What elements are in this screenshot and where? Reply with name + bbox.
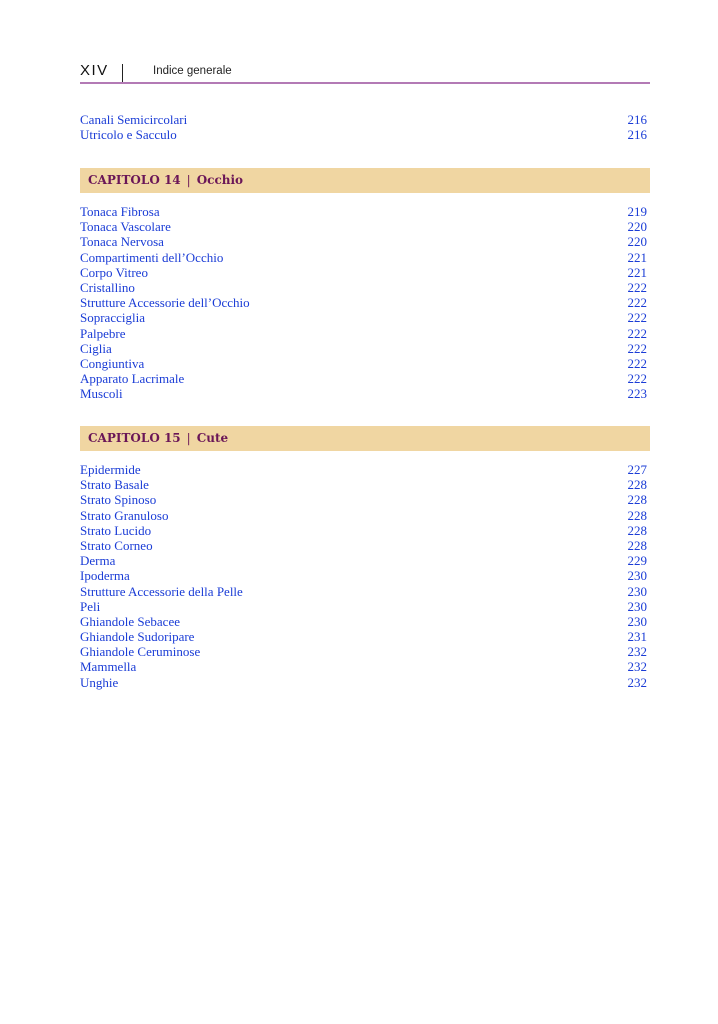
toc-entry[interactable] — [80, 492, 650, 507]
toc-entry-page[interactable]: 228 — [627, 507, 647, 523]
toc-entry-page[interactable]: 230 — [627, 613, 647, 629]
toc-entry[interactable] — [80, 584, 650, 599]
toc-entry-page[interactable]: 222 — [627, 355, 647, 371]
toc-entry-title[interactable]: Strato Basale — [80, 477, 149, 493]
toc-entry[interactable] — [80, 599, 650, 614]
toc-entry-title[interactable]: Canali Semicircolari — [80, 112, 188, 127]
toc-entry-page[interactable]: 216 — [627, 127, 647, 143]
toc-entry[interactable] — [80, 538, 650, 553]
chapter-title: Cute — [196, 431, 229, 445]
header-rule — [80, 82, 650, 84]
toc-entry[interactable] — [80, 326, 650, 341]
toc-entry-title[interactable]: Tonaca Fibrosa — [80, 204, 160, 219]
page-number: XIV — [80, 62, 109, 79]
toc-entry-title[interactable]: Muscoli — [80, 386, 123, 402]
toc-entry-title[interactable]: Ghiandole Ceruminose — [80, 644, 201, 660]
toc-entry-page[interactable]: 230 — [627, 583, 647, 599]
toc-entry[interactable] — [80, 112, 650, 127]
toc-entry-title[interactable]: Unghie — [80, 674, 119, 690]
toc-entry[interactable] — [80, 371, 650, 386]
toc-entry[interactable] — [80, 523, 650, 538]
toc-entry-title[interactable]: Strato Lucido — [80, 522, 152, 538]
toc-entry-title[interactable]: Cristallino — [80, 279, 135, 295]
toc-entry-title[interactable]: Ghiandole Sudoripare — [80, 629, 195, 645]
toc-entry-page[interactable]: 232 — [627, 644, 647, 660]
toc-entry[interactable] — [80, 341, 650, 356]
toc-entry-page[interactable]: 232 — [627, 674, 647, 690]
toc-entry[interactable] — [80, 234, 650, 249]
toc-entry[interactable] — [80, 477, 650, 492]
chapter-title: Occhio — [196, 173, 244, 187]
toc-entry-page[interactable]: 228 — [627, 522, 647, 538]
toc-entry[interactable] — [80, 356, 650, 371]
toc-entry-title[interactable]: Compartimenti dell’Occhio — [80, 249, 224, 265]
toc-entry-title[interactable]: Strato Spinoso — [80, 492, 157, 508]
toc-entry-title[interactable]: Strato Granuloso — [80, 507, 169, 523]
toc-entry-title[interactable]: Utricolo e Sacculo — [80, 127, 177, 143]
toc-entry-page[interactable]: 220 — [627, 234, 647, 250]
toc-entry-title[interactable]: Ipoderma — [80, 568, 130, 584]
toc-entry-title[interactable]: Palpebre — [80, 325, 126, 341]
toc-entry[interactable] — [80, 508, 650, 523]
toc-entry[interactable] — [80, 553, 650, 568]
toc-entry-title[interactable]: Epidermide — [80, 462, 141, 477]
chapter-separator: | — [186, 431, 191, 445]
toc-entry[interactable] — [80, 219, 650, 234]
toc-entry-page[interactable]: 228 — [627, 492, 647, 508]
toc-entry-page[interactable]: 229 — [627, 553, 647, 569]
running-title: Indice generale — [153, 65, 232, 77]
chapter-label: CAPITOLO 14 — [88, 173, 181, 187]
toc-entry-title[interactable]: Sopracciglia — [80, 310, 145, 326]
chapter-separator: | — [186, 173, 191, 187]
toc-entry[interactable] — [80, 204, 650, 219]
toc-entry-title[interactable]: Corpo Vitreo — [80, 264, 148, 280]
toc-entry-page[interactable]: 222 — [627, 279, 647, 295]
toc-entry-page[interactable]: 216 — [627, 112, 647, 127]
toc-entry[interactable] — [80, 629, 650, 644]
toc-entry-title[interactable]: Ciglia — [80, 340, 112, 356]
toc-entry-page[interactable]: 222 — [627, 310, 647, 326]
toc-entry-title[interactable]: Strutture Accessorie della Pelle — [80, 583, 243, 599]
toc-entry[interactable] — [80, 675, 650, 690]
toc-entry-title[interactable]: Strato Corneo — [80, 537, 153, 553]
header-divider — [122, 64, 123, 83]
toc-entry-page[interactable]: 221 — [627, 249, 647, 265]
toc-entry-title[interactable]: Tonaca Vascolare — [80, 219, 171, 235]
toc-entry[interactable] — [80, 659, 650, 674]
toc-entry[interactable] — [80, 250, 650, 265]
toc-top-list — [80, 112, 650, 142]
toc-entry[interactable] — [80, 295, 650, 310]
toc-entry-page[interactable]: 232 — [627, 659, 647, 675]
toc-entry-page[interactable]: 227 — [627, 462, 647, 477]
toc-entry-page[interactable]: 221 — [627, 264, 647, 280]
toc-entry-page[interactable]: 228 — [627, 537, 647, 553]
toc-entry[interactable] — [80, 265, 650, 280]
toc-entry-title[interactable]: Mammella — [80, 659, 137, 675]
toc-entry-page[interactable]: 223 — [627, 386, 647, 402]
toc-entry[interactable] — [80, 386, 650, 401]
toc-entry-page[interactable]: 222 — [627, 295, 647, 311]
chapter-15-heading — [80, 426, 650, 451]
toc-entry-title[interactable]: Derma — [80, 553, 116, 569]
toc-entry-title[interactable]: Apparato Lacrimale — [80, 371, 185, 387]
toc-entry[interactable] — [80, 462, 650, 477]
toc-entry[interactable] — [80, 310, 650, 325]
toc-entry-title[interactable]: Tonaca Nervosa — [80, 234, 164, 250]
toc-entry[interactable] — [80, 127, 650, 142]
toc-entry-page[interactable]: 231 — [627, 629, 647, 645]
toc-entry-page[interactable]: 220 — [627, 219, 647, 235]
toc-entry-page[interactable]: 228 — [627, 477, 647, 493]
toc-entry[interactable] — [80, 644, 650, 659]
toc-entry[interactable] — [80, 568, 650, 583]
toc-entry-page[interactable]: 222 — [627, 371, 647, 387]
toc-entry-page[interactable]: 222 — [627, 340, 647, 356]
toc-entry-title[interactable]: Congiuntiva — [80, 355, 145, 371]
chapter-label: CAPITOLO 15 — [88, 431, 181, 445]
toc-entry-title[interactable]: Peli — [80, 598, 101, 614]
chapter-14-heading — [80, 168, 650, 193]
chapter-14-list — [80, 204, 650, 401]
toc-entry-page[interactable]: 230 — [627, 598, 647, 614]
toc-entry[interactable] — [80, 614, 650, 629]
page-header — [80, 60, 650, 85]
toc-entry-title[interactable]: Strutture Accessorie dell’Occhio — [80, 295, 250, 311]
toc-entry-page[interactable]: 219 — [627, 204, 647, 219]
chapter-15-list — [80, 462, 650, 690]
toc-entry-page[interactable]: 230 — [627, 568, 647, 584]
toc-entry-page[interactable]: 222 — [627, 325, 647, 341]
toc-entry-title[interactable]: Ghiandole Sebacee — [80, 613, 180, 629]
toc-entry[interactable] — [80, 280, 650, 295]
